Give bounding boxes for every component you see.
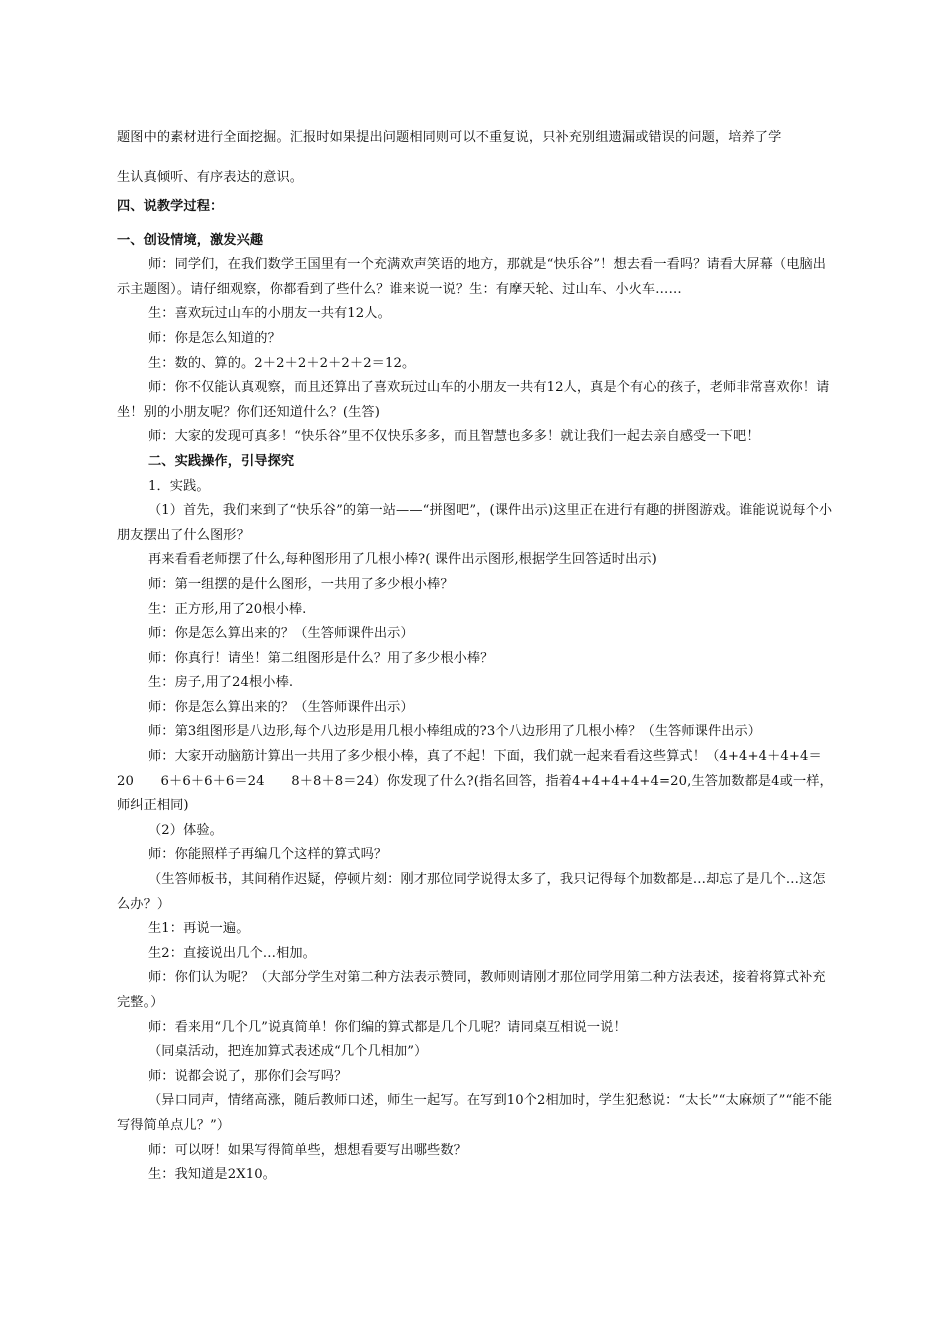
paragraph: 师：第3组图形是八边形,每个八边形是用几根小棒组成的?3个八边形用了几根小棒？（生答师课件出示） (148, 724, 762, 740)
section-heading: 四、说教学过程： (117, 199, 224, 214)
paragraph: 生2：直接说出几个…相加。 (148, 945, 316, 961)
paragraph: （2）体验。 (148, 822, 223, 838)
paragraph: 师：可以呀！如果写得简单些，想想看要写出哪些数？ (148, 1142, 467, 1158)
paragraph: 师：大家开动脑筋计算出一共用了多少根小棒，真了不起！下面，我们就一起来看看这些算式！（4+4+4＋4+4＝20 6＋6＋6＋6＝24 8＋8＋8＝24）你发现了什么?(指名回答，指着4+4+4+4+4=20,生答加数都是4或一样，师纠正相同) (117, 749, 833, 814)
paragraph: 师：第一组摆的是什么图形，一共用了多少根小棒？ (148, 576, 454, 592)
paragraph: 生：喜欢玩过山车的小朋友一共有12人。 (148, 306, 391, 322)
paragraph: 师：你不仅能认真观察，而且还算出了喜欢玩过山车的小朋友一共有12人，真是个有心的孩子，老师非常喜欢你！请坐！别的小朋友呢？你们还知道什么？(生答) (117, 380, 830, 420)
paragraph: 一、创设情境，激发兴趣 (117, 232, 264, 248)
intro-line-2: 生认真倾听、有序表达的意识。 (117, 170, 304, 185)
paragraph: 师：你是怎么算出来的？（生答师课件出示） (148, 626, 414, 642)
paragraph: 师：同学们，在我们数学王国里有一个充满欢声笑语的地方，那就是“快乐谷”！想去看一看吗？请看大屏幕（电脑出示主题图）。请仔细观察，你都看到了些什么？谁来说一说？生：有摩天轮、过山车、小火车…… (117, 257, 827, 297)
paragraph: 师：说都会说了，那你们会写吗？ (148, 1068, 348, 1084)
paragraph: 生：正方形,用了20根小棒. (148, 601, 307, 617)
paragraph: 生：房子,用了24根小棒. (148, 675, 294, 691)
paragraph-list (117, 229, 837, 1188)
paragraph: 生1：再说一遍。 (148, 921, 250, 937)
paragraph: 师：你真行！请坐！第二组图形是什么？用了多少根小棒？ (148, 650, 494, 666)
paragraph: （同桌活动，把连加算式表述成“几个几相加”） (148, 1044, 428, 1060)
intro-text (117, 118, 837, 198)
paragraph: 师：看来用“几个几”说真简单！你们编的算式都是几个几呢？请同桌互相说一说！ (148, 1019, 627, 1035)
paragraph: 师：大家的发现可真多！“快乐谷”里不仅快乐多多，而且智慧也多多！就让我们一起去亲自感受一下吧！ (148, 429, 760, 445)
paragraph: （1）首先，我们来到了“快乐谷”的第一站——“拼图吧”，(课件出示)这里正在进行有趣的拼图游戏。谁能说说每个小朋友摆出了什么图形？ (117, 503, 833, 543)
paragraph: 师：你是怎么知道的？ (148, 330, 281, 346)
intro-line-1: 题图中的素材进行全面挖掘。汇报时如果提出问题相同则可以不重复说，只补充别组遗漏或错误的问题，培养了学 (117, 130, 782, 145)
paragraph: 生：我知道是2X10。 (148, 1167, 276, 1183)
document-body (117, 195, 837, 1188)
paragraph: 生：数的、算的。2＋2＋2＋2＋2＋2＝12。 (148, 355, 416, 371)
paragraph: 1．实践。 (148, 478, 210, 494)
paragraph: 二、实践操作，引导探究 (148, 453, 295, 469)
paragraph: 师：你能照样子再编几个这样的算式吗？ (148, 847, 388, 863)
paragraph: 再来看看老师摆了什么,每种图形用了几根小棒?( 课件出示图形,根据学生回答适时出示) (148, 552, 657, 568)
paragraph: （生答师板书，其间稍作迟疑，停顿片刻：刚才那位同学说得太多了，我只记得每个加数都是…却忘了是几个…这怎么办？） (117, 872, 826, 912)
paragraph: 师：你们认为呢？（大部分学生对第二种方法表示赞同，教师则请刚才那位同学用第二种方法表述，接着将算式补充完整。） (117, 970, 826, 1010)
paragraph: 师：你是怎么算出来的？（生答师课件出示） (148, 699, 414, 715)
paragraph: （异口同声，情绪高涨，随后教师口述，师生一起写。在写到10个2相加时，学生犯愁说：“太长”“太麻烦了”“能不能写得简单点儿？”） (117, 1093, 833, 1133)
